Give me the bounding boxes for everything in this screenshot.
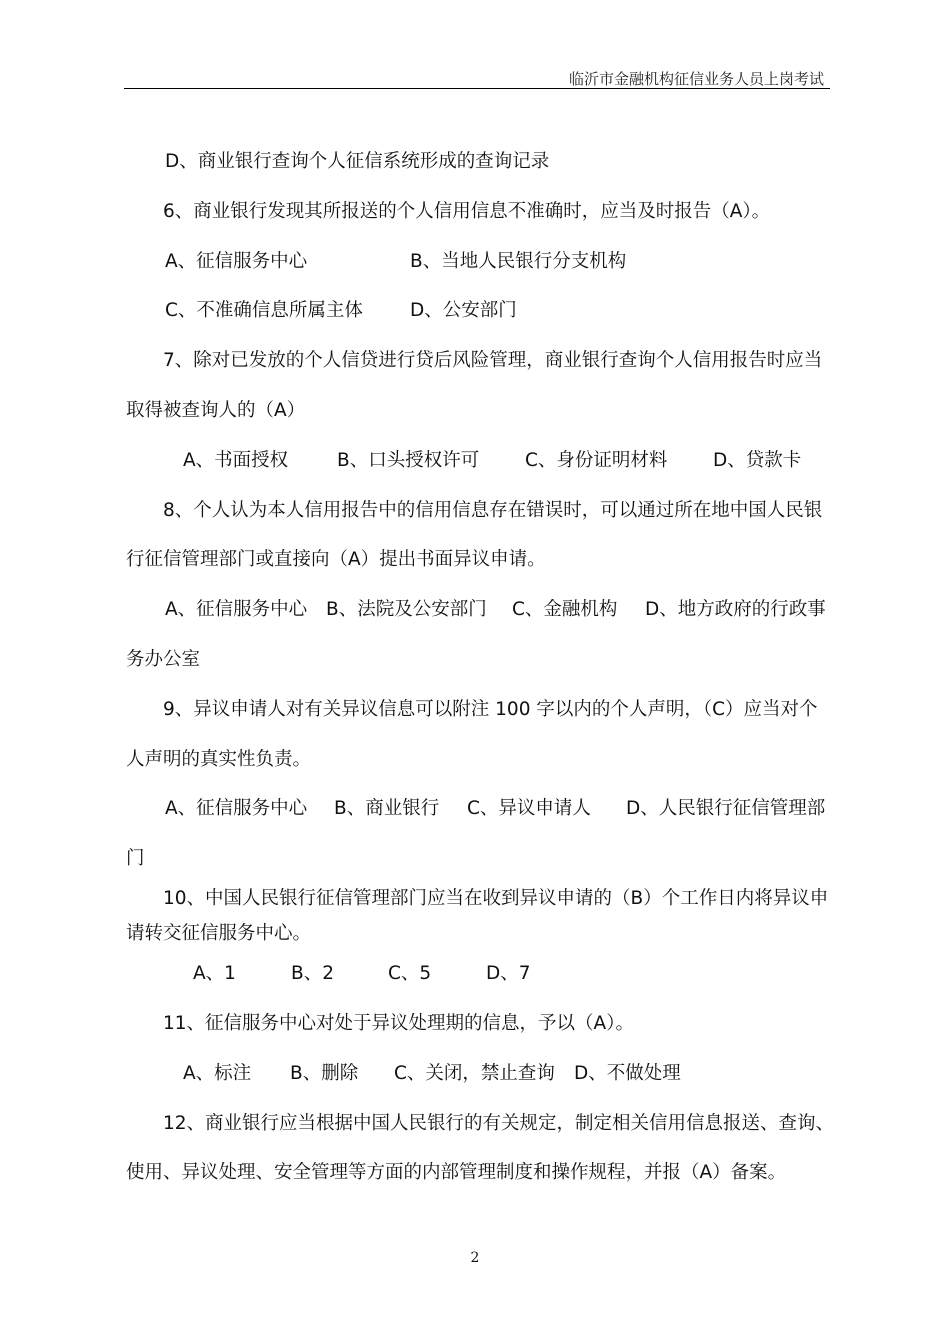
- option-d: D、公安部门: [410, 300, 517, 321]
- question-10: 10、中国人民银行征信管理部门应当在收到异议申请的（B）个工作日内将异议申: [163, 888, 829, 909]
- header-rule: [124, 88, 830, 89]
- option-a: A、标注: [183, 1063, 252, 1084]
- option-c: C、身份证明材料: [525, 450, 668, 471]
- option-b: B、2: [291, 963, 334, 984]
- question-6: 6、商业银行发现其所报送的个人信用信息不准确时，应当及时报告（A）。: [163, 201, 771, 222]
- question-7-continued: 取得被查询人的（A）: [126, 400, 306, 421]
- question-8-continued: 行征信管理部门或直接向（A）提出书面异议申请。: [126, 549, 546, 570]
- option-a: A、征信服务中心: [165, 599, 308, 620]
- question-8: 8、个人认为本人信用报告中的信用信息存在错误时，可以通过所在地中国人民银: [163, 500, 823, 521]
- question-9-continued: 人声明的真实性负责。: [126, 749, 312, 770]
- option-c: C、异议申请人: [467, 798, 591, 819]
- option-b: B、口头授权许可: [337, 450, 480, 471]
- option-d: D、不做处理: [574, 1063, 681, 1084]
- option-c: C、不准确信息所属主体: [165, 300, 363, 321]
- option-c: C、5: [388, 963, 432, 984]
- option-a: A、征信服务中心: [165, 251, 308, 272]
- option-d: D、7: [486, 963, 531, 984]
- option-a: A、书面授权: [183, 450, 289, 471]
- option-c: C、金融机构: [512, 599, 618, 620]
- option-b: B、商业银行: [334, 798, 440, 819]
- page-header-title: 临沂市金融机构征信业务人员上岗考试: [568, 70, 824, 88]
- option-a: A、1: [193, 963, 236, 984]
- option-b: B、法院及公安部门: [326, 599, 487, 620]
- option-d-continued: 门: [126, 848, 145, 869]
- option-b: B、删除: [290, 1063, 359, 1084]
- question-12-continued: 使用、异议处理、安全管理等方面的内部管理制度和操作规程，并报（A）备案。: [126, 1162, 787, 1183]
- option-d: D、人民银行征信管理部: [626, 798, 826, 819]
- option-d-continued: 务办公室: [126, 649, 201, 670]
- page-number: 2: [470, 1250, 480, 1266]
- option-d: D、贷款卡: [713, 450, 802, 471]
- question-9: 9、异议申请人对有关异议信息可以附注 100 字以内的个人声明，（C）应当对个: [163, 699, 818, 720]
- option-c: C、关闭，禁止查询: [394, 1063, 555, 1084]
- question-12: 12、商业银行应当根据中国人民银行的有关规定，制定相关信用信息报送、查询、: [163, 1113, 835, 1134]
- question-7: 7、除对已发放的个人信贷进行贷后风险管理，商业银行查询个人信用报告时应当: [163, 350, 823, 371]
- option-b: B、当地人民银行分支机构: [410, 251, 627, 272]
- option-d: D、地方政府的行政事: [645, 599, 826, 620]
- text-line: D、商业银行查询个人征信系统形成的查询记录: [165, 151, 550, 172]
- question-11: 11、征信服务中心对处于异议处理期的信息，予以（A）。: [163, 1013, 634, 1034]
- question-10-continued: 请转交征信服务中心。: [126, 923, 312, 944]
- option-a: A、征信服务中心: [165, 798, 308, 819]
